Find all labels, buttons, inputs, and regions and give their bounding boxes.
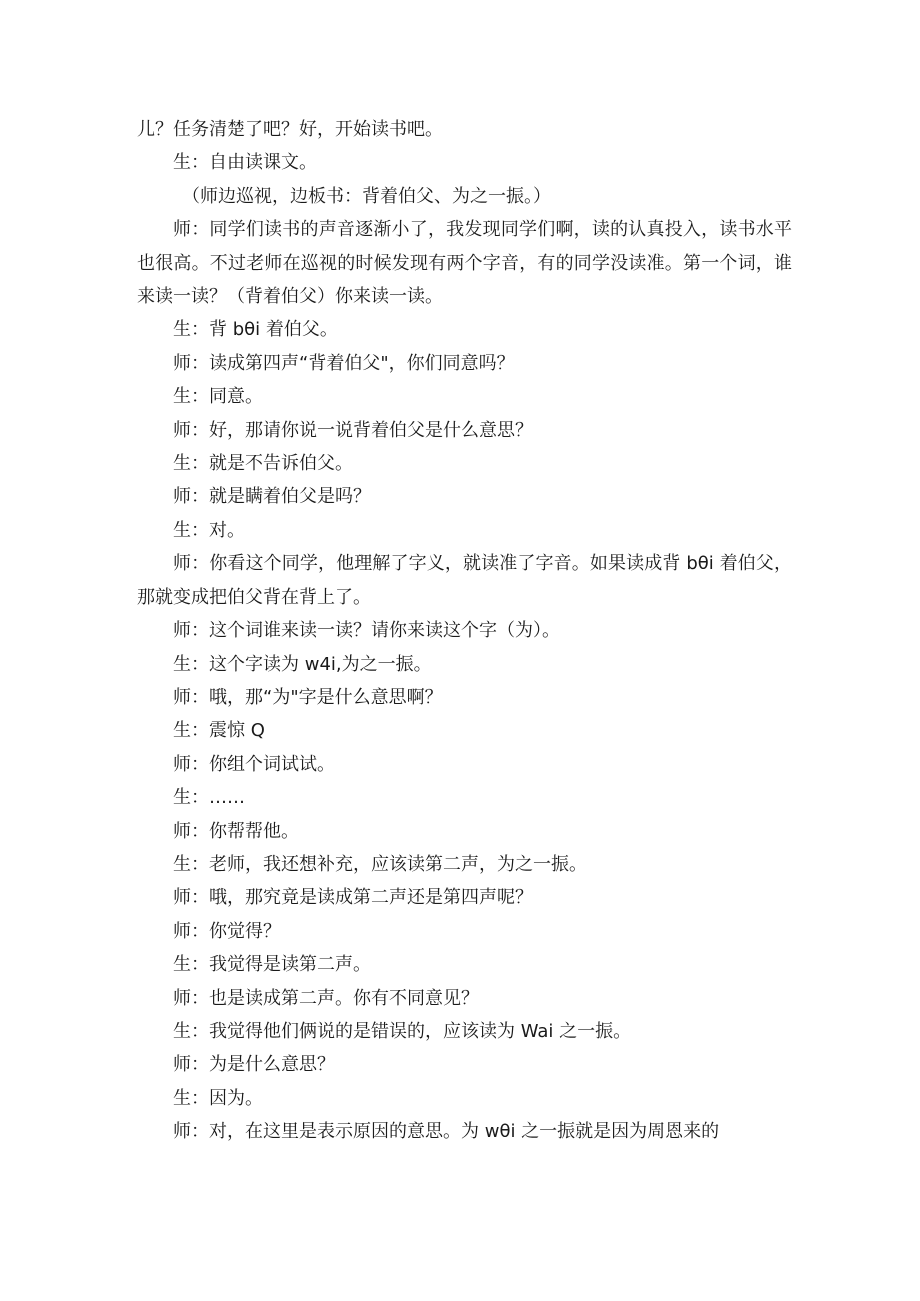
paragraph: 师：你组个词试试。: [173, 753, 335, 775]
paragraph: 生：震惊 Q: [173, 720, 265, 742]
paragraph: 生：……: [173, 787, 245, 809]
paragraph: 师：为是什么意思？: [173, 1054, 335, 1076]
paragraph: 师：也是读成第二声。你有不同意见？: [173, 987, 479, 1009]
paragraph: 师：读成第四声“背着伯父"，你们同意吗？: [173, 352, 515, 374]
paragraph: 师：哦，那究竟是读成第二声还是第四声呢？: [173, 887, 533, 909]
paragraph: 师：同学们读书的声音逐渐小了，我发现同学们啊，读的认真投入，读书水平也很高。不过老师在巡视的时候发现有两个字音，有的同学没读准。第一个词，谁来读一读？（背着伯父）你来读一读。: [137, 219, 792, 308]
paragraph: 生：就是不告诉伯父。: [173, 453, 353, 475]
paragraph: 师：好，那请你说一说背着伯父是什么意思？: [173, 419, 533, 441]
paragraph: 师：你觉得？: [173, 920, 281, 942]
paragraph: 师：这个词谁来读一读？请你来读这个字（为）。: [173, 620, 560, 642]
paragraph: 生：背 bθi 着伯父。: [173, 319, 338, 341]
document-body: [137, 113, 792, 1149]
paragraph: 生：老师，我还想补充，应该读第二声，为之一振。: [173, 853, 587, 875]
paragraph: 生：我觉得是读第二声。: [173, 954, 371, 976]
paragraph: 儿？任务清楚了吧？好，开始读书吧。: [137, 119, 443, 140]
paragraph: 师：你看这个同学，他理解了字义，就读准了字音。如果读成背 bθi 着伯父，那就变成把伯父背在背上了。: [137, 553, 792, 608]
paragraph: 师：就是瞒着伯父是吗？: [173, 486, 371, 508]
paragraph: 生：这个字读为 w4i,为之一振。: [173, 653, 432, 675]
paragraph: 生：对。: [173, 519, 245, 541]
paragraph: 师：对，在这里是表示原因的意思。为 wθi 之一振就是因为周恩来的: [173, 1121, 720, 1143]
paragraph: 生：自由读课文。: [173, 152, 317, 174]
paragraph: 师：你帮帮他。: [173, 820, 299, 842]
paragraph: 生：同意。: [173, 386, 263, 408]
paragraph: 师：哦，那“为"字是什么意思啊？: [173, 686, 443, 708]
paragraph: 生：我觉得他们俩说的是错误的，应该读为 Wai 之一振。: [173, 1020, 632, 1042]
paragraph: 生：因为。: [173, 1087, 263, 1109]
paragraph: （师边巡视，边板书：背着伯父、为之一振。）: [182, 185, 551, 207]
